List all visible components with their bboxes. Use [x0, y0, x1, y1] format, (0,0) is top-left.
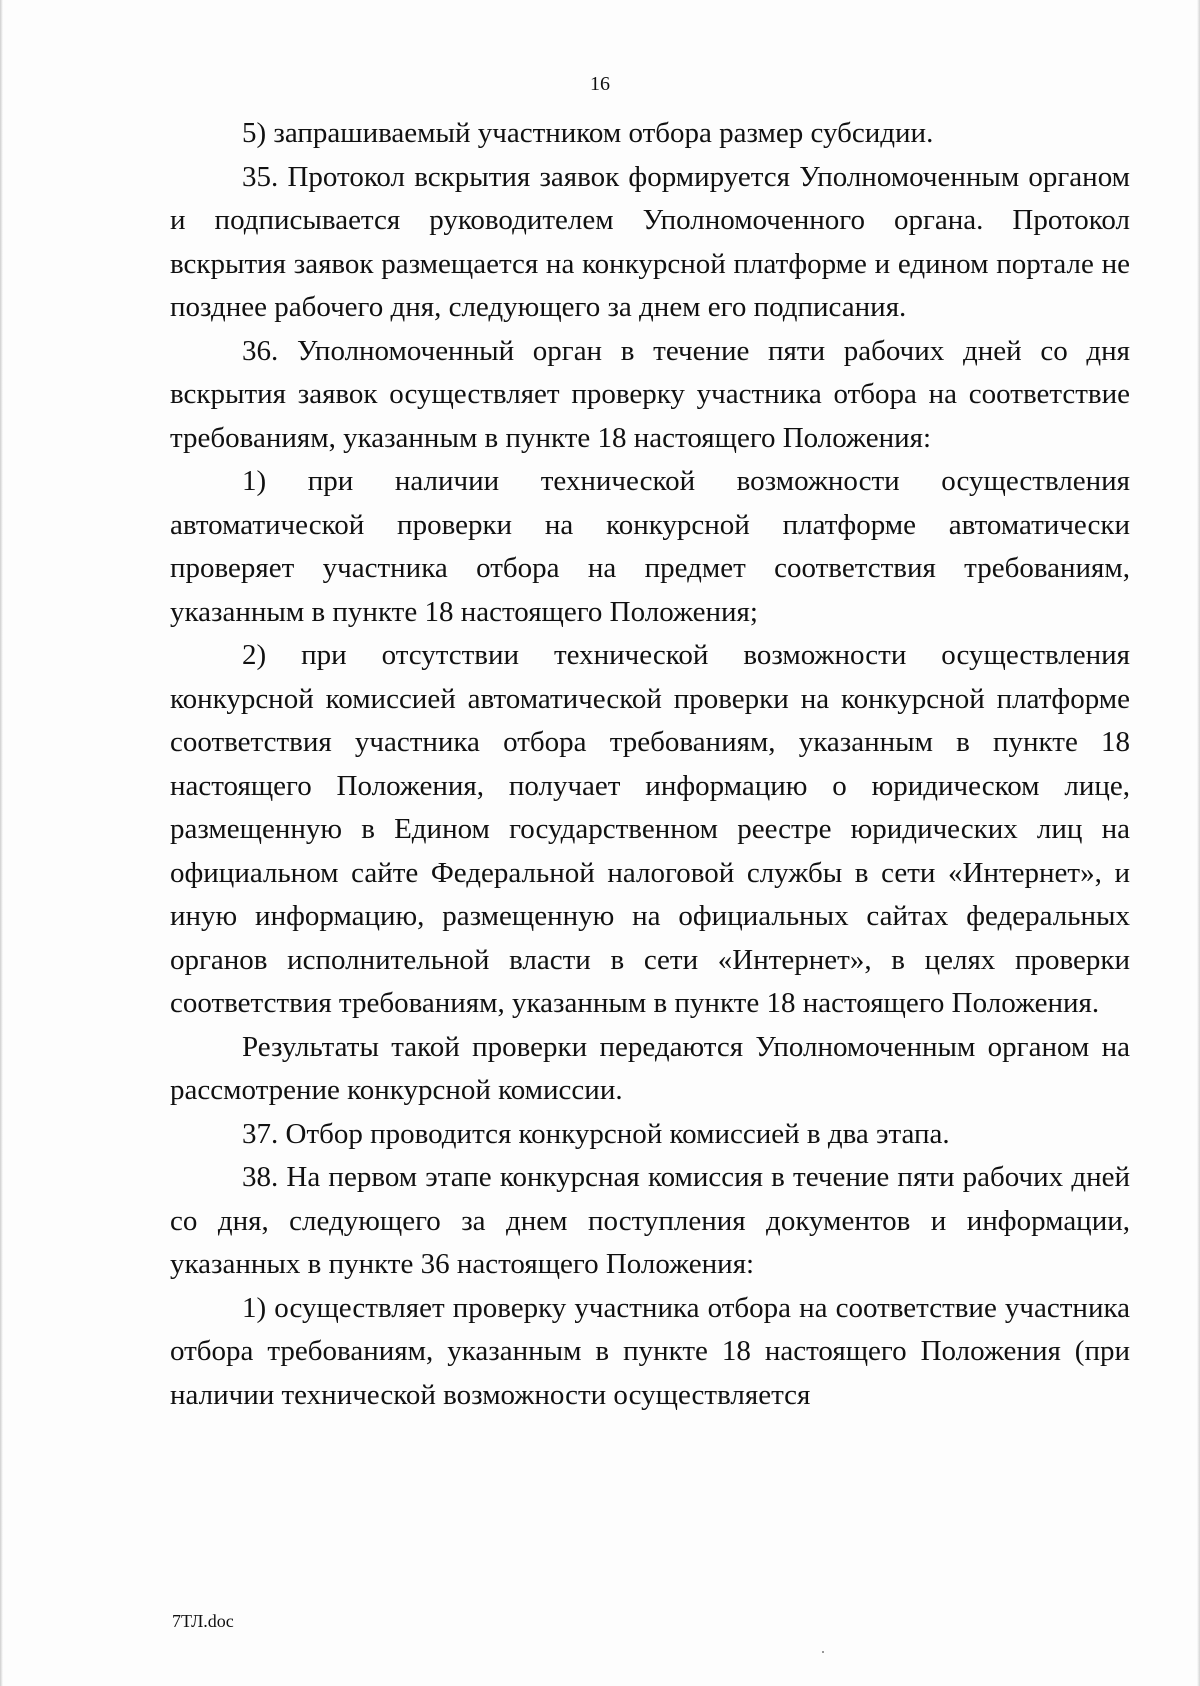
paragraph-37: 37. Отбор проводится конкурсной комиссией в два этапа.	[242, 1117, 950, 1150]
paragraph-36-item-2: 2) при отсутствии технической возможности осуществления конкурсной комиссией автоматической проверки на конкурсной платформе соответствия участника отбора требованиям, указанным в пункте 18 настоящего Положения, получает информацию о юридическом лице, размещенную в Едином государственном реестре юридических лиц на официальном сайте Федеральной налоговой службы в сети «Интернет», и иную информацию, размещенную на официальных сайтах федеральных органов исполнительной власти в сети «Интернет», в целях проверки соответствия требованиям, указанным в пункте 18 настоящего Положения.	[170, 639, 1130, 1019]
paragraph-36: 36. Уполномоченный орган в течение пяти рабочих дней со дня вскрытия заявок осуществляет проверку участника отбора на соответствие требованиям, указанным в пункте 18 настоящего Положения:	[170, 334, 1130, 454]
paragraph-38-item-1: 1) осуществляет проверку участника отбора на соответствие участника отбора требованиям, указанным в пункте 18 настоящего Положения (при наличии технической возможности осуществляется	[170, 1291, 1130, 1411]
footer-filename: 7ТЛ.doc	[172, 1611, 234, 1631]
scan-edge-left	[0, 0, 3, 1686]
document-body	[170, 112, 1130, 1417]
paragraph-36-item-1: 1) при наличии технической возможности осуществления автоматической проверки на конкурсной платформе автоматически проверяет участника отбора на предмет соответствия требованиям, указанным в пункте 18 настоящего Положения;	[170, 465, 1130, 628]
scan-speck	[822, 1651, 824, 1653]
paragraph-35: 35. Протокол вскрытия заявок формируется Уполномоченным органом и подписывается руководителем Уполномоченного органа. Протокол вскрытия заявок размещается на конкурсной платформе и едином портале не позднее рабочего дня, следующего за днем его подписания.	[170, 160, 1130, 323]
paragraph-item-5: 5) запрашиваемый участником отбора размер субсидии.	[242, 117, 934, 149]
paragraph-results: Результаты такой проверки передаются Уполномоченным органом на рассмотрение конкурсной комиссии.	[170, 1030, 1130, 1106]
page-number: 16	[590, 73, 610, 95]
paragraph-38: 38. На первом этапе конкурсная комиссия в течение пяти рабочих дней со дня, следующего за днем поступления документов и информации, указанных в пункте 36 настоящего Положения:	[170, 1161, 1130, 1280]
